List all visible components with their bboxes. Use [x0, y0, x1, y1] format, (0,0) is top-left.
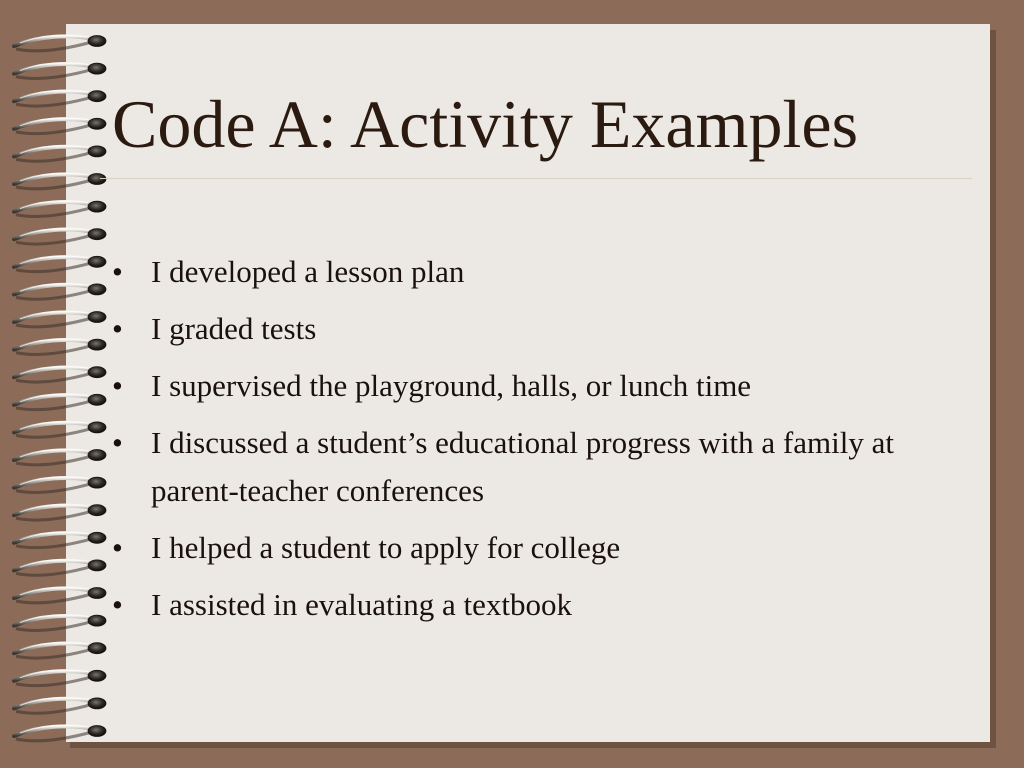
bullet-mark: •: [112, 587, 123, 622]
spiral-coil: [14, 284, 106, 299]
spiral-coil: [14, 505, 106, 520]
spiral-coil: [14, 394, 106, 409]
spiral-coil: [14, 201, 106, 216]
spiral-coil: [14, 725, 106, 740]
spiral-coil: [14, 560, 106, 575]
bullet-mark: •: [112, 425, 123, 460]
spiral-coil: [14, 532, 106, 547]
spiral-coil: [14, 91, 106, 106]
bullet-item: [112, 581, 972, 629]
spiral-coil: [14, 449, 106, 464]
bullet-item: [112, 362, 972, 410]
spiral-coil: [14, 63, 106, 78]
spiral-coil: [14, 587, 106, 602]
spiral-coil: [14, 698, 106, 713]
spiral-coil: [14, 477, 106, 492]
bullet-text: I graded tests: [151, 311, 317, 346]
bullet-mark: •: [112, 254, 123, 289]
spiral-coil: [14, 643, 106, 658]
bullet-mark: •: [112, 530, 123, 565]
spiral-coil: [14, 670, 106, 685]
spiral-coil: [14, 118, 106, 133]
bullet-item: [112, 419, 972, 515]
bullet-text: I helped a student to apply for college: [151, 530, 621, 565]
bullet-text: I discussed a student’s educational progress with a family at parent-teacher conferences: [151, 425, 894, 508]
bullet-mark: •: [112, 311, 123, 346]
spiral-coil: [14, 256, 106, 271]
spiral-coil: [14, 422, 106, 437]
title-divider: [100, 178, 972, 179]
bullet-text: I supervised the playground, halls, or lunch time: [151, 368, 752, 403]
bullet-item: [112, 305, 972, 353]
spiral-binding-icon: [0, 0, 130, 768]
bullet-mark: •: [112, 368, 123, 403]
bullet-list: [112, 248, 972, 638]
spiral-coil: [14, 35, 106, 50]
slide-title: Code A: Activity Examples: [112, 86, 859, 162]
spiral-coil: [14, 146, 106, 161]
spiral-coil: [14, 311, 106, 326]
spiral-coil: [14, 229, 106, 244]
spiral-coil: [14, 367, 106, 382]
spiral-coil: [14, 615, 106, 630]
bullet-text: I developed a lesson plan: [151, 254, 465, 289]
bullet-item: [112, 248, 972, 296]
spiral-coil: [14, 173, 106, 188]
spiral-coil: [14, 339, 106, 354]
bullet-item: [112, 524, 972, 572]
bullet-text: I assisted in evaluating a textbook: [151, 587, 572, 622]
